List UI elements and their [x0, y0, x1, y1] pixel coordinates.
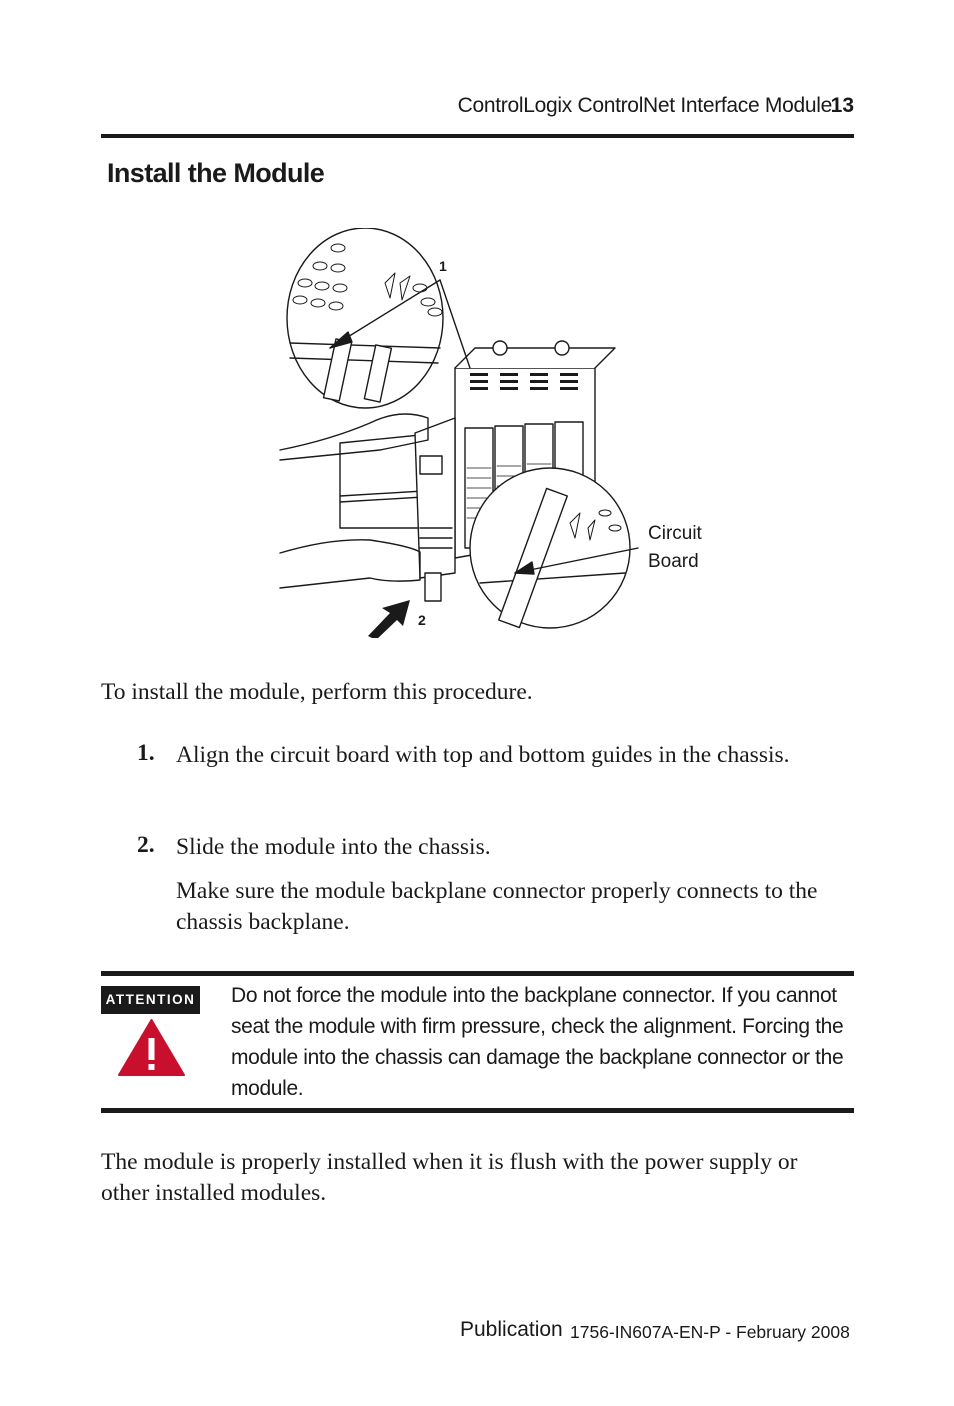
step-number: 1. [137, 740, 155, 766]
step-text: Align the circuit board with top and bottom guides in the chassis. [176, 742, 790, 768]
conclusion-paragraph: The module is properly installed when it is flush with the power supply or other installed modules. [101, 1149, 798, 1206]
detail-magnifier-circuit-board [470, 468, 638, 628]
inserted-module [415, 418, 455, 601]
figure-callout-1: 1 [439, 258, 447, 274]
page-number: 13 [830, 94, 854, 117]
footer-publication-number: 1756-IN607A-EN-P - February 2008 [570, 1322, 850, 1342]
install-module-figure [270, 228, 720, 638]
detail-magnifier-top [287, 228, 470, 408]
attention-bottom-rule [101, 1108, 854, 1113]
attention-top-rule [101, 971, 854, 976]
attention-text: Do not force the module into the backplane connector. If you cannot seat the module with firm pressure, check the alignment. Forcing the module into the chassis can damage the backplane connector or the module. [231, 984, 844, 1100]
chassis-illustration [270, 228, 720, 638]
intro-paragraph: To install the module, perform this procedure. [101, 679, 533, 705]
footer-publication-label: Publication [460, 1318, 563, 1341]
push-arrow [368, 600, 410, 638]
step-number: 2. [137, 832, 155, 858]
figure-label-circuit-board [648, 520, 702, 576]
step-2-note: Make sure the module backplane connector properly connects to the chassis backplane. [176, 878, 818, 935]
figure-callout-2: 2 [418, 612, 426, 628]
warning-triangle-icon [117, 1018, 186, 1077]
figure-label-line-1: Circuit [648, 523, 702, 544]
section-title: Install the Module [107, 158, 325, 188]
figure-label-line-2: Board [648, 551, 699, 572]
header-rule [101, 134, 854, 138]
attention-badge: ATTENTION [101, 986, 200, 1014]
step-text: Slide the module into the chassis. [176, 834, 491, 860]
running-header-title: ControlLogix ControlNet Interface Module [457, 94, 832, 117]
